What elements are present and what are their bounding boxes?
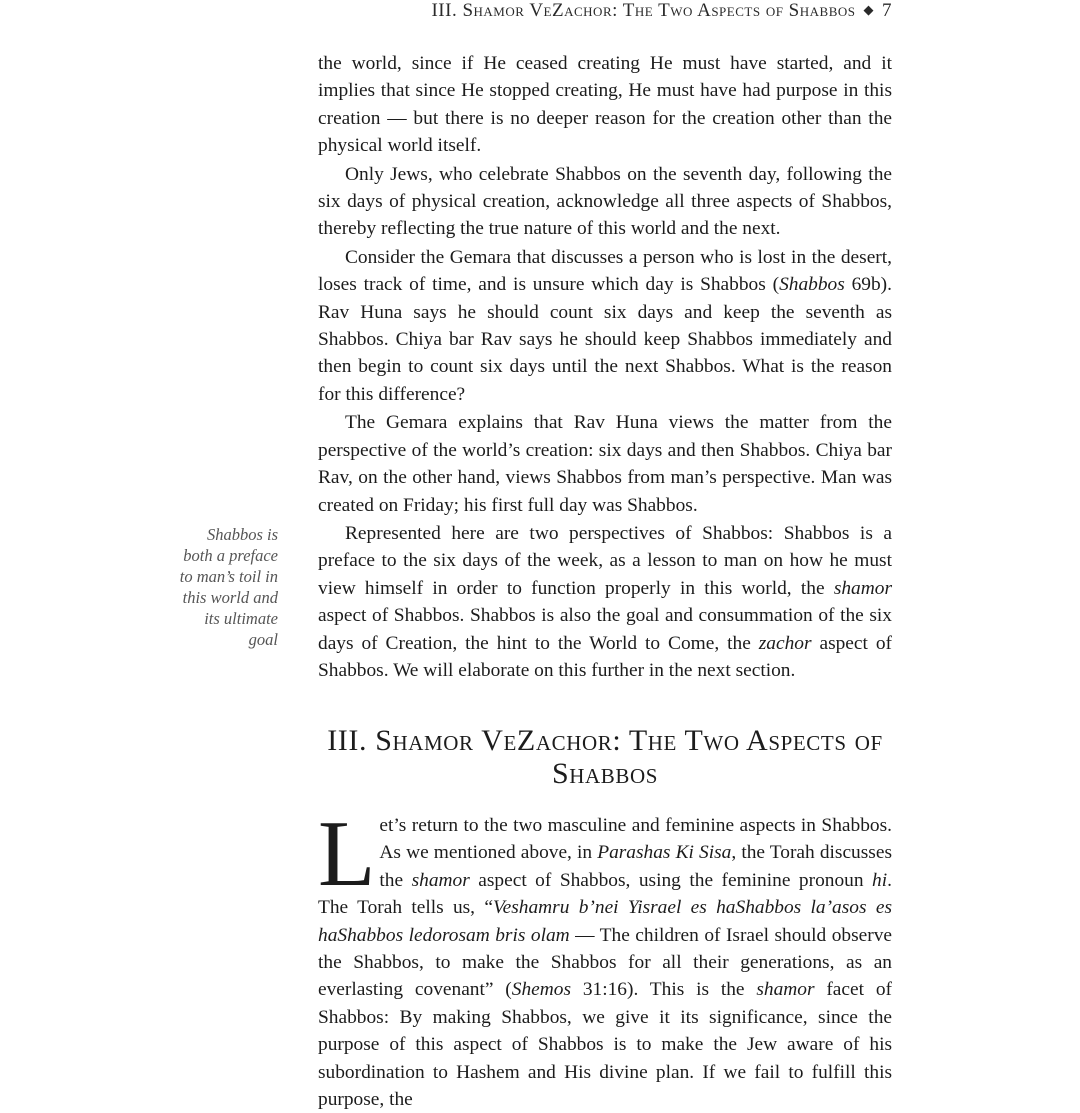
paragraph-5-text-c: aspect of Shabbos. We will elaborate on this further in the next section.	[318, 632, 892, 681]
section-heading: III. Shamor VeZachor: The Two Aspects of Shabbos	[327, 724, 883, 790]
section-text-11: 31:16). This is the	[571, 979, 757, 1001]
running-head	[318, 0, 892, 24]
paragraph-3-text-a: Consider the Gemara that discusses a person who is lost in the desert, loses track of time, and is unsure which day is Shabbos (	[318, 246, 892, 296]
paragraph-5-text-a: Represented here are two perspectives of Shabbos: Shabbos is a preface to the six days of the week, as a lesson to man on how he must view himself in order to function properly in this world, the	[318, 522, 892, 599]
drop-cap: L	[318, 802, 376, 906]
term-shamor-3: shamor	[756, 979, 815, 1001]
term-shamor-2: shamor	[411, 869, 470, 891]
section-text-9: — The children of Israel should observe the Shabbos, to make the Shabbos for all their generations, as an everlasting covenant” (	[318, 924, 892, 1001]
pronoun-hi: hi	[872, 869, 888, 891]
citation-shabbos: Shabbos	[779, 274, 845, 296]
margin-note: Shabbos is both a preface to man’s toil in this world and its ultimate goal	[179, 525, 278, 649]
paragraph-3	[318, 244, 892, 408]
section-body	[318, 802, 892, 1113]
paragraph-2: Only Jews, who celebrate Shabbos on the seventh day, following the six days of physical creation, acknowledge all three aspects of Shabbos, thereby reflecting the true nature of this world and the next.	[318, 163, 892, 240]
section-text-13: facet of Shabbos: By making Shabbos, we give it its significance, since the purpose of this aspect of Shabbos is to make the Jew aware of his subordination to Hashem and His divine plan. If we fail to fulfill this purpose, the	[318, 979, 892, 1111]
paragraph-5-text-b: aspect of Shabbos. Shabbos is also the goal and consummation of the six days of Creation, the hint to the World to Come, the	[318, 605, 892, 654]
running-head-title: III. Shamor VeZachor: The Two Aspects of Shabbos	[431, 0, 856, 21]
term-shamor: shamor	[833, 577, 892, 599]
section-text-3: , the Torah discusses the	[379, 842, 892, 891]
running-head-separator: ◆	[863, 2, 874, 17]
page-number: 7	[882, 0, 892, 21]
main-text-column	[318, 50, 892, 684]
section-paragraph-1	[318, 802, 892, 1113]
paragraph-4: The Gemara explains that Rav Huna views the matter from the perspective of the world’s creation: six days and then Shabbos. Chiya bar Rav, on the other hand, views Shabbos from man’s perspective. Man was created on Friday; his first full day was Shabbos.	[318, 412, 892, 516]
paragraph-1: the world, since if He ceased creating He must have started, and it implies that since He stopped creating, He must have had purpose in this creation — but there is no deeper reason for the creation other than the physical world itself.	[318, 53, 892, 157]
paragraph-3-text-b: 69b). Rav Huna says he should count six days and keep the seventh as Shabbos. Chiya bar Rav says he should keep Shabbos immediately and then begin to count six days until the next Shabbos. What is the reason for this difference?	[318, 274, 892, 405]
section-text-7: . The Torah tells us, “	[318, 869, 892, 919]
paragraph-5	[318, 520, 892, 684]
term-zachor: zachor	[758, 632, 812, 654]
parasha-name: Parashas Ki Sisa	[597, 842, 732, 864]
verse-quote: Veshamru b’nei Yisrael es haShabbos la’asos es haShabbos ledorosam bris olam	[318, 897, 892, 946]
section-text-1: et’s return to the two masculine and feminine aspects in Shabbos. As we mentioned above, in	[379, 815, 892, 864]
citation-shemos: Shemos	[511, 979, 572, 1001]
section-text-5: aspect of Shabbos, using the feminine pronoun	[469, 869, 873, 891]
